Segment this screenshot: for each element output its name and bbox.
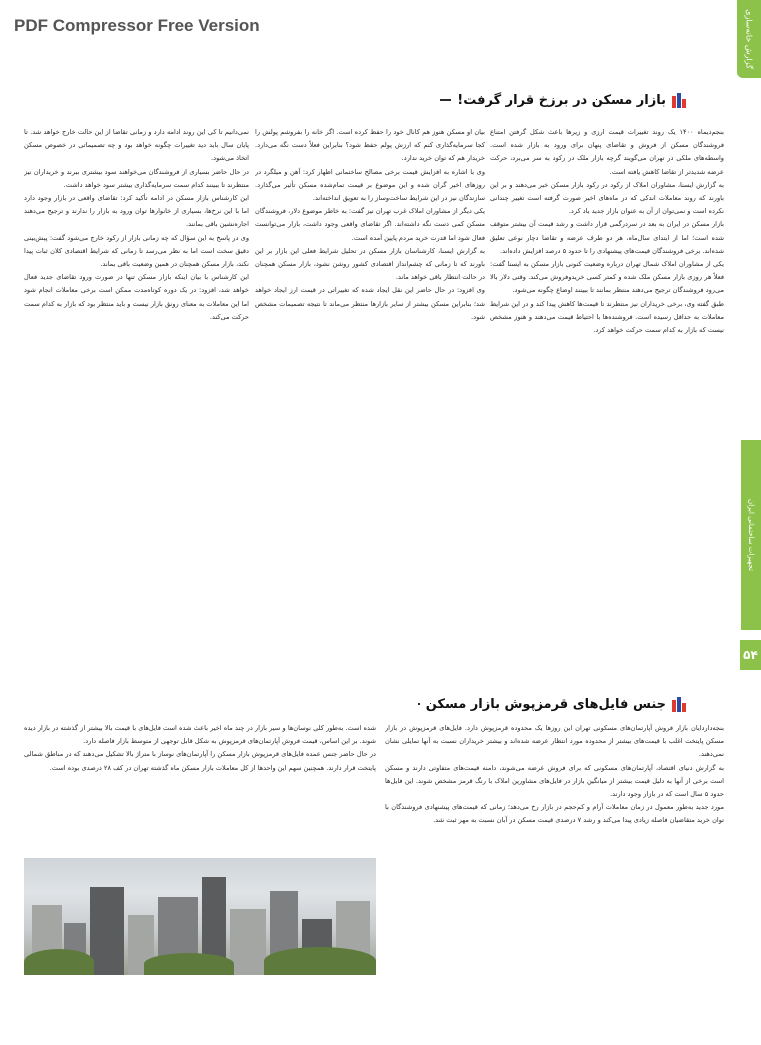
article1-column-3	[24, 126, 249, 682]
paragraph: یکی از مشاوران املاک شمال تهران درباره وضعیت کنونی بازار مسکن به ایسنا گفت: فعلاً هر روزی بازار مسکن ملک شده و کمتر کسی خریدوفروش می‌کند. وقتی دلار بالا می‌رود فروشندگان ترجیح می‌دهند منتظر بمانند تا ببینند اوضاع چگونه می‌شود.	[490, 260, 724, 295]
photo-building	[90, 887, 124, 975]
bar-chart-icon	[672, 696, 686, 712]
article2-column-1	[385, 722, 724, 952]
paragraph: این کارشناس بازار مسکن در ادامه تأکید کرد: تقاضای واقعی در بازار وجود دارد اما با این نرخ‌ها، بسیاری از خانوارها توان ورود به بازار را ندارند و ترجیح می‌دهند اجاره‌نشین باقی بمانند.	[24, 194, 249, 229]
paragraph: وی افزود: در حال حاضر این نقل ایجاد شده که تغییراتی در قیمت ارز ایجاد خواهد شد؛ بنابراین مسکن بیشتر از سایر بازارها منتظر می‌ماند تا نتیجه تصمیمات مشخص شود.	[255, 286, 485, 321]
article1-column-2	[255, 126, 485, 682]
paragraph: مورد جدید به‌طور معمول در زمان معاملات آرام و کم‌حجم در بازار رخ می‌دهد؛ زمانی که قیمت‌های پیشنهادی فروشندگان با توان خرید متقاضیان فاصله زیادی پیدا می‌کند و رشد ۷ درصدی قیمت مسکن در آبان نسبت به مهر ثبت شد.	[385, 803, 724, 825]
paragraph: بیان او مسکن هنوز هم کانال خود را حفظ کرده است. اگر خانه را بفروشم پولش را کجا سرمایه‌گذاری کنم که ارزش پولم حفظ شود؟ بنابراین فعلاً دست نگه می‌دارد. خریدار هم که توان خرید ندارد.	[255, 128, 485, 163]
paragraph: بازار مسکن در ایران به بعد در سردرگمی قرار داشت و رشد قیمت آن بیشتر متوقف شده است؛ اما از ابتدای سال‌ماه، هر دو طرف عرضه و تقاضا دچار نوعی تعلیق شده‌اند. برخی فروشندگان قیمت‌های پیشنهادی را تا حدود ۵ درصد افزایش داده‌اند.	[490, 220, 724, 255]
headline-rule	[440, 99, 451, 101]
article2-title: جنس فایل‌های قرمزپوش بازار مسکن	[425, 696, 666, 712]
headline-rule	[418, 703, 420, 705]
article1-column-1	[490, 126, 724, 682]
paragraph: طبق گفته وی، برخی خریداران نیز منتظرند تا قیمت‌ها کاهش پیدا کند و در این شرایط معاملات به حداقل رسیده است. فروشنده‌ها با احتیاط قیمت می‌دهند و هنوز مشخص نیست که بازار به کدام سمت حرکت خواهد کرد.	[490, 299, 724, 335]
paragraph: این کارشناس با بیان اینکه بازار مسکن تنها در صورت ورود تقاضای جدید فعال خواهد شد، افزود: در یک دوره کوتاه‌مدت ممکن است برخی معاملات انجام شود اما این معاملات به معنای رونق بازار نیست و باید منتظر بود که بازار به کدام سمت حرکت می‌کند.	[24, 273, 249, 321]
paragraph: در حال حاضر جنس عمده فایل‌های قرمزپوش بازار مسکن را آپارتمان‌های نوساز با متراژ بالا تشکیل می‌دهند که در مناطق شمالی پایتخت قرار دارند. همچنین سهم این واحدها از کل معاملات بازار مسکن ماه گذشته تهران در کف ۲۸ درصدی بوده است.	[24, 750, 376, 772]
paragraph: بنجم‌دیماه ۱۴۰۰ یک روند تغییرات قیمت ارزی و زیرها باعث شکل گرفتن امتناع فروشندگان مسکن از فروش و تقاضای پنهان برای ورود به بازار شده است. واسطه‌های ملکی در تهران می‌گویند گرچه بازار ملک در رکود به سر می‌برد، حرکت عرضه شدیدتر از تقاضا کاهش یافته است.	[490, 128, 724, 176]
magazine-name-label: تجهیزات ساختمانی ایران	[747, 499, 755, 571]
article1-title: بازار مسکن در برزخ قرار گرفت!	[457, 92, 666, 108]
photo-trees	[24, 949, 94, 975]
photo-trees	[264, 947, 376, 975]
paragraph: به گزارش ایسنا، مشاوران املاک از رکود در رکود بازار مسکن خبر می‌دهند و بر این باورند که روند معاملات اندکی که در ماه‌های اخیر صورت گرفته است تغییر چندانی نکرده است و نمی‌توان از آن به عنوان بازار جدید یاد کرد.	[490, 180, 724, 216]
pdf-compressor-watermark: PDF Compressor Free Version	[14, 16, 260, 35]
paragraph: به گزارش دنیای اقتصاد، آپارتمان‌های مسکونی که برای فروش عرضه می‌شوند، دامنه قیمت‌های متفاوتی دارند و مسکن است برخی از آنها به دلیل قیمت بیشتر از میانگین بازار در فایل‌های مشاورین املاک با رنگ قرمز مشخص شوند. این فایل‌ها حدود ۵ سال است که در بازار وجود دارند.	[385, 763, 724, 799]
paragraph: وی در پاسخ به این سؤال که چه زمانی بازار از رکود خارج می‌شود گفت: پیش‌بینی دقیق سخت است اما به نظر می‌رسد تا زمانی که شرایط اقتصادی کلان ثبات پیدا نکند، بازار مسکن همچنان در همین وضعیت باقی بماند.	[24, 233, 249, 269]
paragraph: در حال حاضر بسیاری از فروشندگان می‌خواهند سود بیشتری ببرند و خریداران نیز منتظرند تا ببینند کدام سمت سرمایه‌گذاری بیشتر سود خواهد داشت.	[24, 167, 249, 189]
paragraph: وی با اشاره به افزایش قیمت برخی مصالح ساختمانی اظهار کرد: آهن و میلگرد در روزهای اخیر گران شده و این موضوع بر قیمت تمام‌شده مسکن تأثیر می‌گذارد. سازندگان نیز در این شرایط ساخت‌وساز را به تعویق انداخته‌اند.	[255, 167, 485, 203]
paragraph: یکی دیگر از مشاوران املاک غرب تهران نیز گفت: به خاطر موضوع دلار، فروشندگان مسکن کمی دست نگه داشته‌اند. اگر تقاضای واقعی وجود داشت، بازار می‌توانست فعال شود اما قدرت خرید مردم پایین آمده است.	[255, 207, 485, 242]
article2-column-2	[24, 722, 376, 852]
article1-headline	[440, 92, 686, 108]
paragraph: بنجه‌داردایان بازار فروش آپارتمان‌های مسکونی تهران این روزها یک محدوده قرمزپوش دارد. فایل‌های قرمزپوش در بازار مسکن پایتخت اغلب با قیمت‌های بیشتر از محدوده مورد انتظار عرضه شده‌اند و بیشتر خریداران نسبت به آنها تمایلی نشان نمی‌دهند.	[385, 724, 724, 759]
article2-headline	[418, 696, 686, 712]
paragraph: نمی‌دانیم تا کی این روند ادامه دارد و زمانی تقاضا از این حالت خارج خواهد شد. تا پایان سال باید دید تغییرات چگونه خواهد بود و چه تصمیماتی در خصوص مسکن اتخاذ می‌شود.	[24, 128, 249, 163]
photo-building	[230, 909, 266, 975]
paragraph: شده است. به‌طور کلی نوسان‌ها و سیر بازار در چند ماه اخیر باعث شده است فایل‌های با قیمت بالا بیشتر از گذشته در بازار دیده شوند. بر این اساس، قیمت فروش آپارتمان‌های قرمزپوش به شکل قابل توجهی از متوسط بازار فاصله دارد.	[24, 724, 376, 746]
paragraph: به گزارش ایسنا، کارشناسان بازار مسکن در تحلیل شرایط فعلی این بازار بر این باورند که تا زمانی که چشم‌انداز اقتصادی کشور روشن نشود، بازار مسکن همچنان در حالت انتظار باقی خواهد ماند.	[255, 246, 485, 282]
city-skyline-photo	[24, 858, 376, 975]
photo-trees	[144, 953, 234, 975]
page-number: ۵۴	[740, 640, 761, 670]
bar-chart-icon	[672, 92, 686, 108]
section-tab	[737, 0, 761, 78]
magazine-name-tab	[741, 440, 761, 630]
section-tab-label: گزارش خانه‌سازی	[744, 9, 754, 69]
